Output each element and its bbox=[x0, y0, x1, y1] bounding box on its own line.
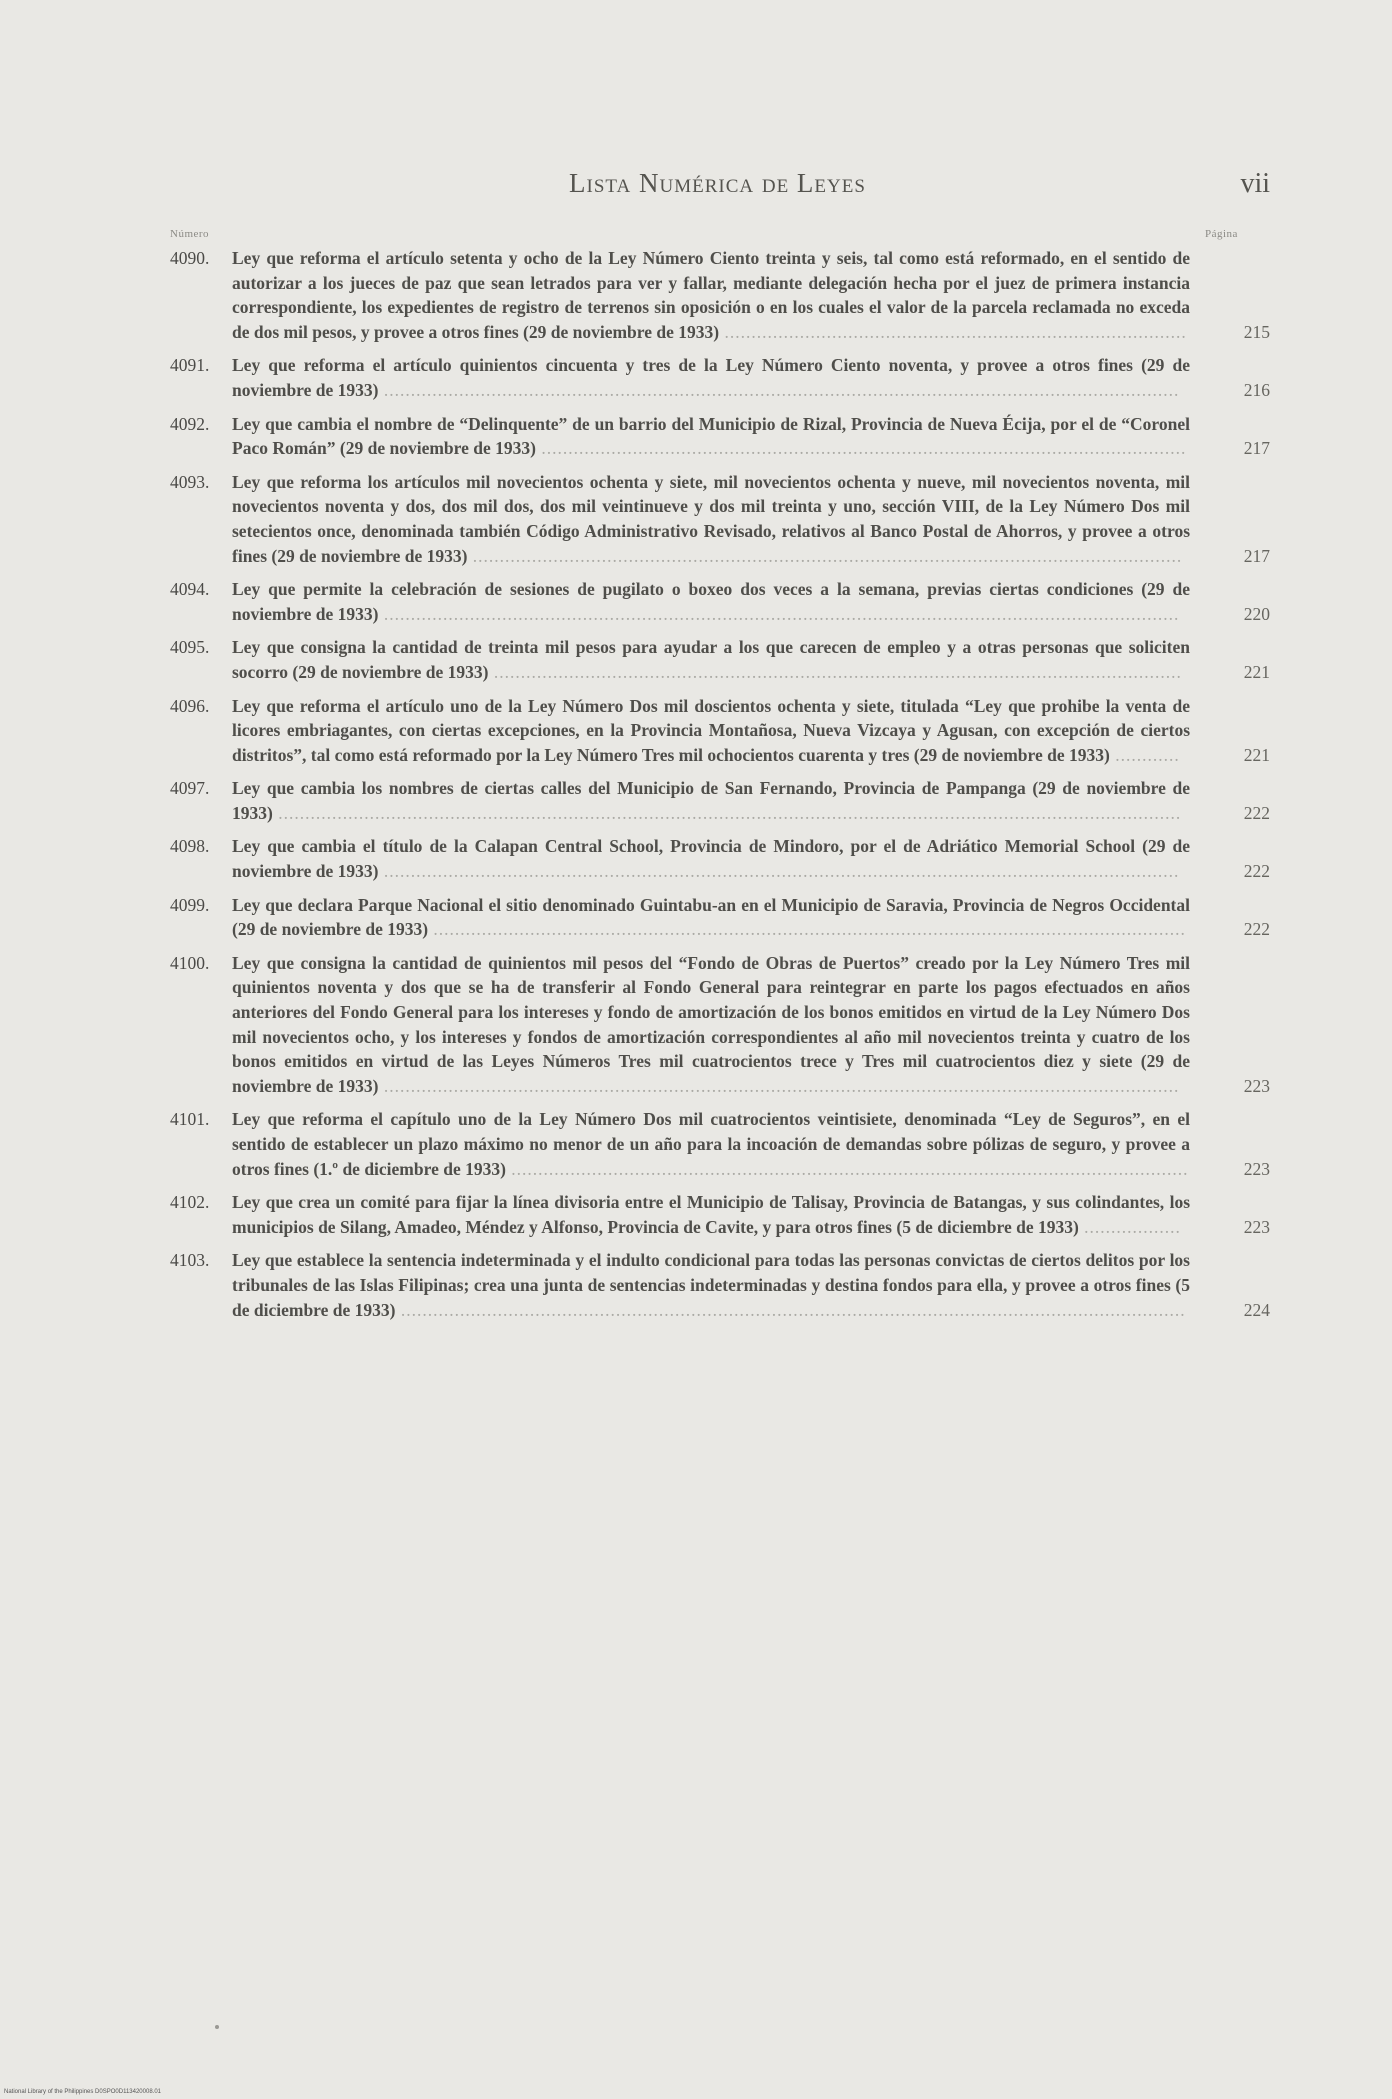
page-reference: 220 bbox=[1243, 603, 1270, 624]
law-description: Ley que consigna la cantidad de quinientos mil pesos del “Fondo de Obras de Puertos” creado por la Ley Número Tres mil quinientos noventa y dos que se ha de transferir al Fondo General para reintegrar en parte los pagos efectuados en años anteriores del Fondo General para los intereses y fondo de amortización de los bonos emitidos en virtud de la Ley Número Dos mil novecientos ocho, y los intereses y fondos de amortización correspondientes al año mil novecientos treinta y cuatro de los bonos emitidos en virtud de las Leyes Números Tres mil cuatrocientos trece y Tres mil cuatrocientos diez y siete (29 de noviembre de 1933) bbox=[232, 952, 1190, 1096]
dot-leader: .................. bbox=[1078, 1216, 1181, 1237]
page-reference: 222 bbox=[1243, 802, 1270, 823]
law-number: 4094. bbox=[170, 579, 210, 600]
footer-source-line: National Library of the Philippines D0SPO0D113420008.01 bbox=[4, 2089, 161, 2095]
page-column-header: Página bbox=[1205, 228, 1238, 240]
dot-leader: .................................................................................................................................................... bbox=[378, 603, 1180, 624]
law-description-block bbox=[232, 893, 1190, 942]
number-column-header: Número bbox=[170, 228, 210, 240]
law-number: 4097. bbox=[170, 778, 210, 799]
law-description: Ley que permite la celebración de sesiones de pugilato o boxeo dos veces a la semana, previas ciertas condiciones (29 de noviembre de 1933) bbox=[232, 579, 1190, 624]
law-description-block bbox=[232, 353, 1190, 402]
dot-leader: .............................................................................................................................. bbox=[505, 1158, 1189, 1179]
ink-speck bbox=[215, 2025, 219, 2029]
law-number: 4099. bbox=[170, 894, 210, 915]
dot-leader: ........................................................................................................................ bbox=[535, 438, 1187, 459]
law-description-block bbox=[232, 834, 1190, 883]
dot-leader: .................................................................................................................................................... bbox=[378, 1075, 1180, 1096]
dot-leader: ............................................................................................................................................ bbox=[428, 919, 1186, 940]
list-item bbox=[170, 1248, 1270, 1322]
dot-leader: ................................................................................................................................ bbox=[488, 661, 1182, 682]
page-reference: 217 bbox=[1243, 545, 1270, 566]
dot-leader: .................................................................................................................................................... bbox=[378, 861, 1180, 882]
law-description-block bbox=[232, 1190, 1190, 1239]
law-description: Ley que declara Parque Nacional el sitio denominado Guintabu-an en el Municipio de Saravia, Provincia de Negros Occidental (29 de noviembre de 1933) bbox=[232, 894, 1190, 940]
law-description-block bbox=[232, 1248, 1190, 1322]
list-item bbox=[170, 1107, 1270, 1181]
page-reference: 222 bbox=[1243, 919, 1270, 940]
law-number: 4090. bbox=[170, 248, 210, 268]
law-number: 4093. bbox=[170, 471, 210, 492]
law-number: 4095. bbox=[170, 637, 210, 658]
page-reference: 224 bbox=[1243, 1299, 1270, 1320]
page-reference: 215 bbox=[1243, 321, 1270, 342]
page-number: vii bbox=[1240, 168, 1270, 199]
page-reference: 217 bbox=[1243, 438, 1270, 459]
dot-leader: .................................................................................................................................................... bbox=[378, 379, 1180, 400]
law-description-block bbox=[232, 694, 1190, 768]
law-description-block bbox=[232, 776, 1190, 825]
law-description: Ley que reforma el capítulo uno de la Ley Número Dos mil cuatrocientos veintisiete, denominada “Ley de Seguros”, en el sentido de establecer un plazo máximo no menor de un año para la incoación de demandas sobre pólizas de seguro, y provee a otros fines (1.º de diciembre de 1933) bbox=[232, 1109, 1190, 1179]
list-item bbox=[170, 893, 1270, 942]
law-number: 4091. bbox=[170, 355, 210, 376]
law-description-block bbox=[232, 577, 1190, 626]
page-reference: 223 bbox=[1243, 1158, 1270, 1179]
page-reference: 216 bbox=[1243, 379, 1270, 400]
law-description: Ley que reforma los artículos mil novecientos ochenta y siete, mil novecientos ochenta y nueve, mil novecientos noventa, mil novecientos noventa y dos, dos mil dos, dos mil veintinueve y dos mil treinta y uno, sección VIII, de la Ley Número Dos mil setecientos once, denominada también Código Administrativo Revisado, relativos al Banco Postal de Ahorros, y provee a otros fines (29 de noviembre de 1933) bbox=[232, 471, 1190, 566]
law-description-block bbox=[232, 246, 1190, 344]
law-list bbox=[170, 246, 1270, 1331]
law-number: 4100. bbox=[170, 952, 210, 973]
dot-leader: ...................................................................................... bbox=[719, 321, 1187, 342]
page-reference: 221 bbox=[1243, 744, 1270, 765]
dot-leader: ............ bbox=[1109, 744, 1180, 765]
list-item bbox=[170, 412, 1270, 461]
page-reference: 221 bbox=[1243, 661, 1270, 682]
law-number: 4101. bbox=[170, 1109, 210, 1130]
law-description: Ley que cambia el título de la Calapan Central School, Provincia de Mindoro, por el de Adriático Memorial School (29 de noviembre de 1933) bbox=[232, 836, 1190, 882]
law-description: Ley que crea un comité para fijar la línea divisoria entre el Municipio de Talisay, Provincia de Batangas, y sus colindantes, los municipios de Silang, Amadeo, Méndez y Alfonso, Provincia de Cavite, y para otros fines (5 de diciembre de 1933) bbox=[232, 1192, 1190, 1237]
list-item bbox=[170, 776, 1270, 825]
list-item bbox=[170, 1190, 1270, 1239]
law-number: 4103. bbox=[170, 1250, 210, 1271]
list-item bbox=[170, 577, 1270, 626]
law-description-block bbox=[232, 470, 1190, 568]
law-description: Ley que cambia los nombres de ciertas calles del Municipio de San Fernando, Provincia de Pampanga (29 de noviembre de 1933) bbox=[232, 778, 1190, 823]
dot-leader: .................................................................................................................................... bbox=[467, 545, 1183, 566]
list-item bbox=[170, 951, 1270, 1099]
law-description-block bbox=[232, 412, 1190, 461]
list-item bbox=[170, 834, 1270, 883]
law-description-block bbox=[232, 1107, 1190, 1181]
law-number: 4092. bbox=[170, 413, 210, 434]
dot-leader: ........................................................................................................................................................................ bbox=[272, 802, 1182, 823]
law-description: Ley que cambia el nombre de “Delinquente” de un barrio del Municipio de Rizal, Provincia de Nueva Écija, por el de “Coronel Paco Román” (29 de noviembre de 1933) bbox=[232, 413, 1190, 459]
law-description: Ley que reforma el artículo setenta y ocho de la Ley Número Ciento treinta y seis, tal como está reformado, en el sentido de autorizar a los jueces de paz que sean letrados para ver y fallar, mediante delegación hecha por el juez de primera instancia correspondiente, los expedientes de registro de terrenos sin oposición o en los cuales el valor de la parcela reclamada no exceda de dos mil pesos, y provee a otros fines (29 de noviembre de 1933) bbox=[232, 248, 1190, 342]
page-reference: 222 bbox=[1243, 861, 1270, 882]
law-number: 4096. bbox=[170, 695, 210, 716]
page-header bbox=[165, 168, 1270, 208]
list-item bbox=[170, 353, 1270, 402]
law-number: 4102. bbox=[170, 1192, 210, 1213]
dot-leader: .................................................................................................................................................. bbox=[395, 1299, 1186, 1320]
page-title: Lista Numérica de Leyes bbox=[569, 168, 866, 198]
list-item bbox=[170, 694, 1270, 768]
law-number: 4098. bbox=[170, 836, 210, 857]
law-description: Ley que reforma el artículo quinientos cincuenta y tres de la Ley Número Ciento noventa, y provee a otros fines (29 de noviembre de 1933) bbox=[232, 355, 1190, 400]
law-description-block bbox=[232, 635, 1190, 684]
page-reference: 223 bbox=[1243, 1216, 1270, 1237]
law-description: Ley que establece la sentencia indeterminada y el indulto condicional para todas las personas convictas de ciertos delitos por los tribunales de las Islas Filipinas; crea una junta de sentencias indeterminadas y destina fondos para ella, y provee a otros fines (5 de diciembre de 1933) bbox=[232, 1250, 1190, 1320]
page-reference: 223 bbox=[1243, 1075, 1270, 1096]
law-description-block bbox=[232, 951, 1190, 1099]
law-description: Ley que reforma el artículo uno de la Ley Número Dos mil doscientos ochenta y siete, titulada “Ley que prohibe la venta de licores embriagantes, con ciertas excepciones, en la Provincia Montañosa, Nueva Vizcaya y Agusan, con excepción de ciertos distritos”, tal como está reformado por la Ley Número Tres mil ochocientos cuarenta y tres (29 de noviembre de 1933) bbox=[232, 695, 1190, 765]
law-description: Ley que consigna la cantidad de treinta mil pesos para ayudar a los que carecen de empleo y a otras personas que soliciten socorro (29 de noviembre de 1933) bbox=[232, 637, 1190, 682]
list-item bbox=[170, 470, 1270, 568]
list-item bbox=[170, 246, 1270, 344]
list-item bbox=[170, 635, 1270, 684]
